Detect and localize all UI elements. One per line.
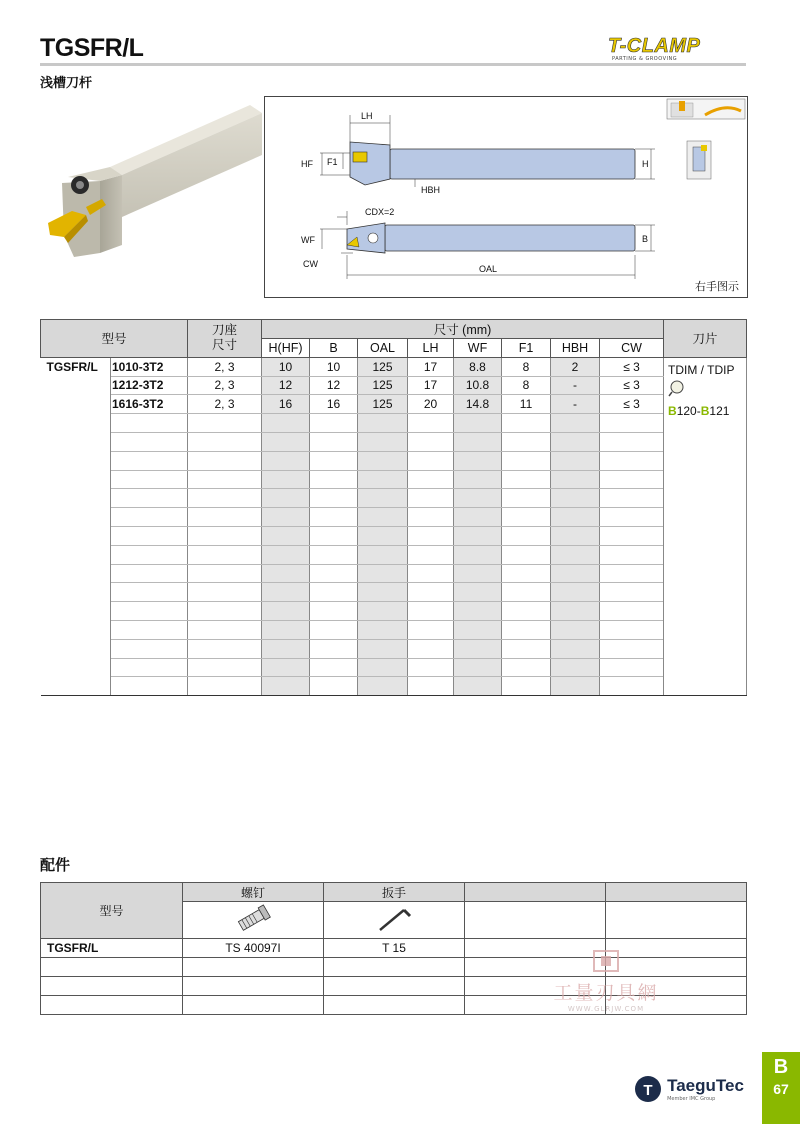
dim-cell [262,508,310,527]
model-cell: 1010-3T2 [111,357,188,376]
dim-cell [454,658,502,677]
table-row [41,414,747,433]
model-header: 型号 [41,320,188,358]
dim-cell [262,470,310,489]
dim-cell: 8 [502,357,551,376]
dim-cell [358,414,408,433]
dim-cell [358,451,408,470]
dim-cell: 16 [310,395,358,414]
dim-cell [454,564,502,583]
dim-cell [358,602,408,621]
table-row [41,545,747,564]
dim-cell [502,545,551,564]
seat-cell [188,470,262,489]
dim-cell [262,658,310,677]
seat-size-header: 刀座 尺寸 [188,320,262,358]
dim-cell [454,489,502,508]
watermark-url: WWW.GLRJW.COM [567,1005,645,1013]
dim-cell: 125 [358,376,408,395]
dim-cell [310,564,358,583]
dim-cell [600,451,664,470]
dim-cell [502,470,551,489]
lh-label: LH [361,111,373,121]
dim-cell [600,508,664,527]
seat-cell [188,583,262,602]
dim-cell [358,658,408,677]
dim-cell [358,545,408,564]
dim-cell [551,639,600,658]
screw-icon [233,904,273,934]
dim-cell [358,432,408,451]
dim-cell: 10 [262,357,310,376]
dim-cell [358,489,408,508]
watermark [536,948,676,1013]
dim-cell [262,639,310,658]
seat-cell [188,545,262,564]
dim-cell [502,658,551,677]
dim-cell [358,470,408,489]
dim-cell [551,508,600,527]
product-image [40,95,262,275]
dim-cell [551,620,600,639]
dim-cell [310,451,358,470]
dim-cell: 12 [262,376,310,395]
series-cell [41,545,111,564]
footer-logo-name: TaeguTec [667,1076,744,1095]
acc-empty-icon-2 [606,902,747,939]
dim-cell [310,470,358,489]
dimensions-table-body [41,357,747,695]
series-cell: TGSFR/L [41,357,111,376]
brand-name: T-CLAMP [608,35,701,57]
watermark-icon [591,948,621,974]
seat-cell [188,620,262,639]
dim-cell [600,658,664,677]
dim-cell [408,639,454,658]
table-row [41,376,747,395]
series-cell [41,620,111,639]
col-header-oal: OAL [358,339,408,358]
dim-cell [262,583,310,602]
dim-cell [262,545,310,564]
dim-cell [454,583,502,602]
model-cell: 1616-3T2 [111,395,188,414]
dim-cell [502,414,551,433]
seat-cell [188,451,262,470]
dim-cell [262,677,310,696]
model-cell [111,564,188,583]
dimensions-table [40,319,747,696]
insert-header: 刀片 [664,320,747,358]
seat-cell [188,432,262,451]
model-cell [111,451,188,470]
col-header-hbh: HBH [551,339,600,358]
series-cell [41,639,111,658]
dim-cell [551,583,600,602]
dim-cell [502,639,551,658]
dim-cell [310,508,358,527]
dim-cell [600,414,664,433]
seat-cell [188,414,262,433]
series-cell [41,602,111,621]
dim-cell [454,414,502,433]
seat-cell [188,602,262,621]
table-row [41,470,747,489]
seat-cell [188,658,262,677]
dim-cell [502,432,551,451]
acc-empty-header-1 [465,883,606,902]
dim-cell [262,620,310,639]
dim-cell [358,564,408,583]
dim-cell [600,489,664,508]
series-cell [41,376,111,395]
seat-cell: 2, 3 [188,376,262,395]
dim-cell [408,526,454,545]
dim-cell [310,583,358,602]
accessories-title: 配件 [40,856,71,874]
dim-cell [408,583,454,602]
dim-cell: 16 [262,395,310,414]
dim-cell [310,602,358,621]
page-title: TGSFR/L [40,34,144,62]
dim-cell [551,470,600,489]
model-cell [111,526,188,545]
dim-cell [408,489,454,508]
dim-cell [551,564,600,583]
dim-cell [358,620,408,639]
dim-cell [502,508,551,527]
dim-cell [408,602,454,621]
dim-cell [310,414,358,433]
dim-cell [551,414,600,433]
model-cell [111,602,188,621]
acc-empty-icon-1 [465,902,606,939]
dim-cell [310,545,358,564]
model-cell [111,432,188,451]
dim-cell [358,508,408,527]
series-cell [41,470,111,489]
dim-cell [502,583,551,602]
dim-cell [600,432,664,451]
dim-cell: - [551,376,600,395]
seat-cell [188,677,262,696]
dim-cell [310,432,358,451]
footer-logo-tagline: Member IMC Group [667,1096,716,1102]
seat-cell: 2, 3 [188,395,262,414]
dim-cell [358,583,408,602]
dim-cell [310,658,358,677]
dim-cell [600,583,664,602]
cw-label: CW [303,259,318,269]
dim-cell [310,677,358,696]
dim-cell: ≤ 3 [600,395,664,414]
diagram-caption: 右手图示 [695,280,739,293]
dim-cell [551,677,600,696]
series-cell [41,432,111,451]
dim-cell [408,564,454,583]
f1-label: F1 [327,157,338,167]
dim-cell [551,489,600,508]
screw-icon-cell [183,902,324,939]
seat-cell [188,508,262,527]
col-header-f1: F1 [502,339,551,358]
dim-cell: 10.8 [454,376,502,395]
table-row [41,583,747,602]
dim-cell [408,545,454,564]
wrench-icon-cell [324,902,465,939]
acc-screw-header: 螺钉 [183,883,324,902]
model-cell [111,639,188,658]
dim-cell [454,602,502,621]
model-cell [111,583,188,602]
dim-cell [502,677,551,696]
dim-cell [408,451,454,470]
dim-cell: 12 [310,376,358,395]
dim-cell [454,451,502,470]
seat-cell: 2, 3 [188,357,262,376]
dim-cell: 8.8 [454,357,502,376]
dim-cell: 11 [502,395,551,414]
hbh-label: HBH [421,185,441,195]
dim-cell [454,620,502,639]
table-row [41,620,747,639]
wrench-icon [374,904,414,934]
dim-cell [600,602,664,621]
dim-cell [600,620,664,639]
dim-cell [310,620,358,639]
magnifier-icon [668,379,742,402]
watermark-text: 工量刃具網 [553,982,659,1004]
dim-cell [262,414,310,433]
model-cell [111,489,188,508]
page-number: 67 [773,1081,789,1097]
dim-cell [454,545,502,564]
dim-cell [262,489,310,508]
col-header-wf: WF [454,339,502,358]
dim-cell: 20 [408,395,454,414]
dim-cell [454,508,502,527]
dim-cell [502,602,551,621]
dimensions-header: 尺寸 (mm) [262,320,664,339]
header-row [41,320,747,339]
model-cell [111,414,188,433]
dim-cell: 14.8 [454,395,502,414]
section-letter: B [773,1056,789,1078]
dim-cell [408,508,454,527]
dim-cell [262,432,310,451]
dimension-drawing [265,97,747,297]
brand-tagline: PARTING & GROOVING [612,56,678,62]
dim-cell: - [551,395,600,414]
dim-cell [310,639,358,658]
seat-cell [188,526,262,545]
series-cell [41,489,111,508]
table-row [41,639,747,658]
acc-wrench-header: 扳手 [324,883,465,902]
h-label: H [642,159,649,169]
dim-cell [454,526,502,545]
dim-cell [454,639,502,658]
b-label: B [642,234,649,244]
dim-cell [262,451,310,470]
model-cell: 1212-3T2 [111,376,188,395]
acc-model: TGSFR/L [41,939,183,958]
dim-cell [502,620,551,639]
dim-cell: 17 [408,357,454,376]
hf-label: HF [301,159,313,169]
dim-cell: 17 [408,376,454,395]
table-row [41,357,747,376]
model-cell [111,677,188,696]
dim-cell [600,564,664,583]
dim-cell [408,658,454,677]
series-cell [41,508,111,527]
series-cell [41,677,111,696]
series-cell [41,564,111,583]
series-cell [41,395,111,414]
dim-cell [551,658,600,677]
dim-cell [358,526,408,545]
dim-cell [358,677,408,696]
page-subtitle: 浅槽刀杆 [40,76,93,91]
col-header-h: H(HF) [262,339,310,358]
col-header-cw: CW [600,339,664,358]
dim-cell [408,432,454,451]
col-header-lh: LH [408,339,454,358]
series-cell [41,451,111,470]
dim-cell [262,526,310,545]
dim-cell [600,526,664,545]
series-cell [41,414,111,433]
dim-cell [551,545,600,564]
table-row [41,658,747,677]
dim-cell [454,470,502,489]
dim-cell [502,526,551,545]
dim-cell [600,470,664,489]
acc-model-header: 型号 [41,883,183,939]
dim-cell [408,414,454,433]
dim-cell: 125 [358,357,408,376]
insert-cell [664,357,747,695]
model-cell [111,508,188,527]
dim-cell: 2 [551,357,600,376]
taegutec-logo-icon [634,1074,662,1104]
dim-cell [600,639,664,658]
acc-screw: TS 40097I [183,939,324,958]
dim-cell [600,677,664,696]
series-cell [41,658,111,677]
dim-cell [551,432,600,451]
dimension-diagram [264,96,748,298]
table-row [41,395,747,414]
dim-cell: 125 [358,395,408,414]
seat-cell [188,564,262,583]
dim-cell: ≤ 3 [600,376,664,395]
insert-types: TDIM / TDIP [668,362,735,377]
dim-cell [551,451,600,470]
dim-cell [408,470,454,489]
dim-cell [454,432,502,451]
acc-empty-header-2 [606,883,747,902]
oal-label: OAL [479,264,498,274]
table-row [41,489,747,508]
series-cell [41,583,111,602]
dim-cell [502,564,551,583]
model-cell [111,658,188,677]
insert-page-link[interactable]: B120-B121 [668,403,730,418]
dim-cell [454,677,502,696]
dim-cell [502,489,551,508]
table-row [41,564,747,583]
dim-cell: 10 [310,357,358,376]
dim-cell [408,620,454,639]
dim-cell [551,602,600,621]
dim-cell: ≤ 3 [600,357,664,376]
table-row [41,602,747,621]
seat-cell [188,489,262,508]
title-divider [40,63,746,66]
model-cell [111,545,188,564]
model-cell [111,470,188,489]
table-row [41,451,747,470]
series-cell [41,526,111,545]
dim-cell [551,526,600,545]
acc-wrench: T 15 [324,939,465,958]
col-header-b: B [310,339,358,358]
brand-logo [608,35,748,63]
footer-logo [634,1074,754,1110]
table-row [41,508,747,527]
model-cell [111,620,188,639]
dim-cell [262,602,310,621]
dim-cell [310,489,358,508]
dim-cell [600,545,664,564]
table-row [41,677,747,696]
dim-cell [408,677,454,696]
dim-cell [358,639,408,658]
svg-text:T: T [643,1082,653,1099]
dim-cell [310,526,358,545]
dim-cell [502,451,551,470]
table-row [41,432,747,451]
cdx-label: CDX=2 [365,207,395,217]
dim-cell [262,564,310,583]
dim-cell: 8 [502,376,551,395]
section-tab [762,1052,800,1124]
seat-cell [188,639,262,658]
table-row [41,526,747,545]
wf-label: WF [301,235,315,245]
